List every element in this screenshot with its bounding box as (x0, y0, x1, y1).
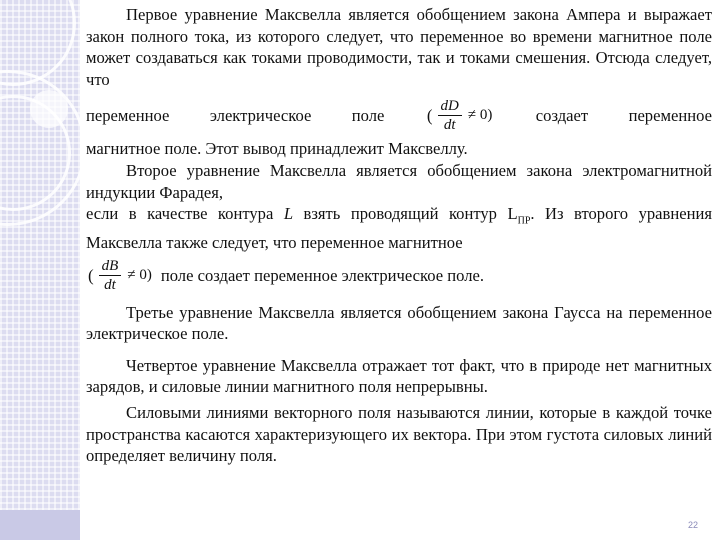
paragraph-first-conclusion: магнитное поле. Этот вывод принадлежит Максвеллу. (86, 139, 468, 159)
paragraph-field-lines: Силовыми линиями векторного поля называются линии, которые в каждой точке пространства касаются характеризующего их вектора. При этом густота силовых линий определяет величину поля. (86, 403, 712, 466)
paragraph-third-equation: Третье уравнение Максвелла является обобщением закона Гаусса на переменное электрическое поле. (86, 302, 712, 344)
word: переменное (628, 105, 712, 125)
formula-denominator: dt (104, 277, 116, 294)
formula-line-2 (86, 254, 712, 298)
word: электрическое (209, 105, 312, 125)
decorative-footer-band (0, 510, 80, 540)
paragraph-fourth-equation: Четвертое уравнение Максвелла отражает тот факт, что в природе нет магнитных зарядов, и силовые линии магнитного поля непрерывны. (86, 355, 712, 397)
word: поле (351, 105, 385, 125)
formula-line-1 (86, 92, 712, 138)
formula-operator: ≠ 0) (127, 266, 152, 283)
paragraph-second-contour: если в качестве контура L взять проводящий контур $L_{ПР}$. Из второго уравнения Максвелла также следует, что переменное магнитное (86, 204, 712, 253)
formula-dD-dt: ( $\frac{dD}{dt}$ ≠ 0) (426, 97, 493, 133)
formula-numerator: dB (99, 257, 122, 276)
decorative-dot (30, 90, 68, 128)
word: создает (535, 105, 589, 125)
formula-operator: ≠ 0) (467, 106, 493, 123)
page-number: 22 (687, 520, 698, 530)
formula-numerator: dD (438, 97, 462, 116)
slide-body (86, 4, 712, 467)
word: переменное (86, 105, 170, 125)
decorative-sidebar (0, 0, 80, 540)
formula-dB-dt: ( $\frac{dB}{dt}$ ≠ 0) (88, 258, 152, 294)
formula-denominator: dt (443, 116, 456, 133)
paragraph-second-conclusion: поле создает переменное электрическое поле. (160, 265, 485, 285)
paragraph-second-equation: Второе уравнение Максвелла является обобщением закона электромагнитной индукции Фарадея, (86, 160, 712, 202)
paragraph-first-equation: Первое уравнение Максвелла является обобщением закона Ампера и выражает закон полного тока, из которого следует, что переменное во времени магнитное поле может создаваться как токами проводимости, так и токами смешения. Отсюда следует, что (86, 5, 712, 89)
